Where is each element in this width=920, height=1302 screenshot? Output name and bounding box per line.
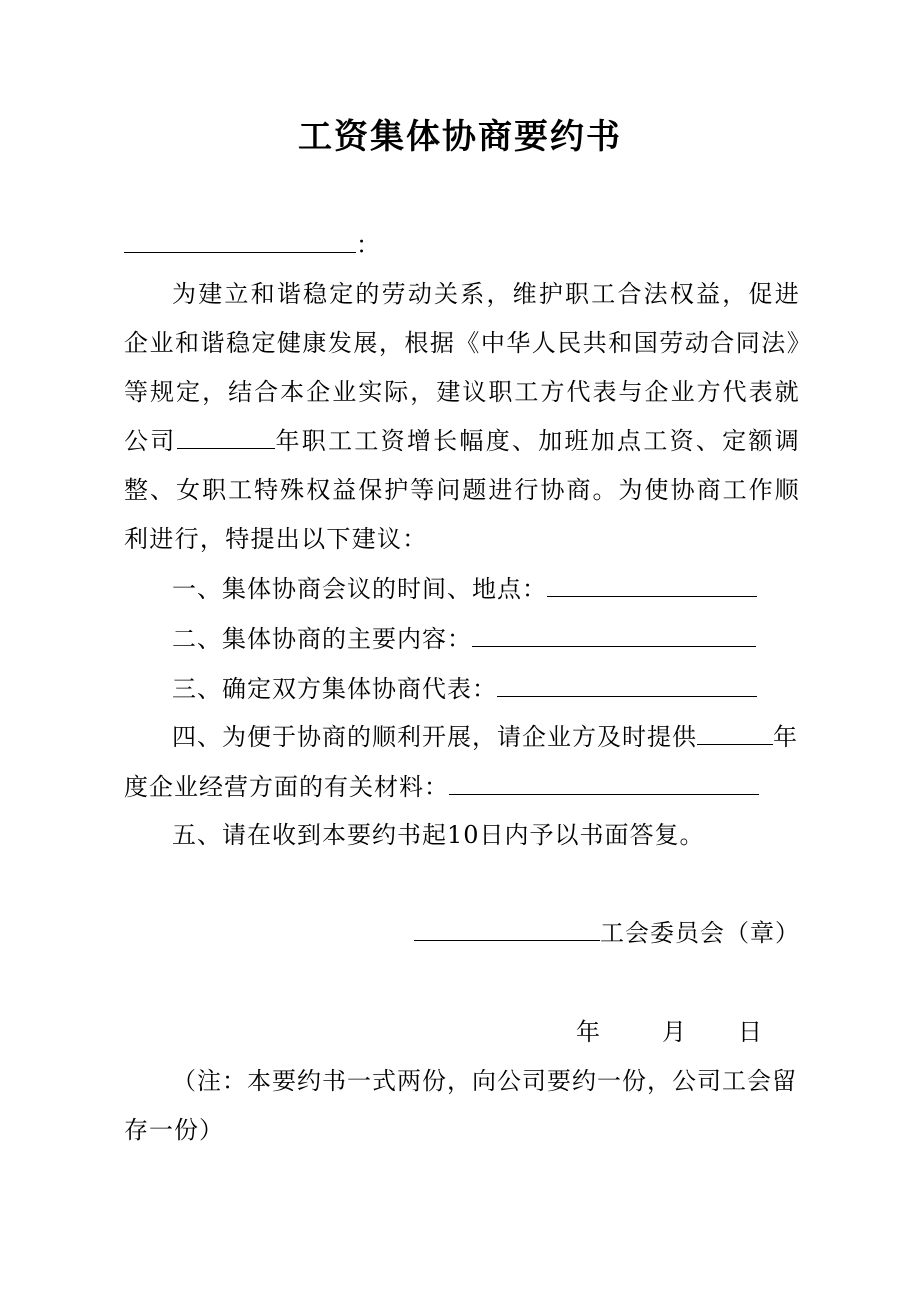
date-day: 日 bbox=[738, 1018, 762, 1046]
item-2-blank[interactable] bbox=[472, 620, 756, 647]
year-blank[interactable] bbox=[177, 424, 275, 449]
addressee-colon: ： bbox=[356, 231, 380, 259]
date-month: 月 bbox=[662, 1018, 686, 1046]
intro-text-2: 年职工工资增长幅度、加班加点工资、定额调整、女职工特殊权益保护等问题进行协商。为使协商工作顺利进行，特提出以下建议： bbox=[124, 427, 800, 553]
item-3 bbox=[172, 670, 757, 707]
item-4-materials-blank[interactable] bbox=[449, 768, 759, 795]
item-5 bbox=[172, 817, 705, 853]
item-4-text-b: 年 bbox=[773, 723, 798, 751]
item-4-continued bbox=[124, 768, 759, 805]
signature-line bbox=[414, 914, 800, 951]
item-5-text: 五、请在收到本要约书起10日内予以书面答复。 bbox=[172, 821, 705, 849]
item-2 bbox=[172, 620, 756, 657]
intro-text-1: 为建立和谐稳定的劳动关系，维护职工合法权益，促进企业和谐稳定健康发展，根据《中华人民共和国劳动合同法》等规定，结合本企业实际，建议职工方代表与企业方代表就公司 bbox=[124, 280, 800, 455]
signature-text: 工会委员会（章） bbox=[600, 919, 800, 947]
addressee-line bbox=[124, 226, 380, 263]
item-4-text-c: 度企业经营方面的有关材料： bbox=[124, 773, 449, 801]
item-4 bbox=[172, 718, 798, 755]
item-1 bbox=[172, 570, 757, 607]
item-2-text: 二、集体协商的主要内容： bbox=[172, 625, 472, 653]
note-line-2: 存一份） bbox=[124, 1116, 224, 1144]
item-1-text: 一、集体协商会议的时间、地点： bbox=[172, 575, 547, 603]
item-4-text-a: 四、为便于协商的顺利开展，请企业方及时提供 bbox=[172, 723, 697, 751]
date-year: 年 bbox=[576, 1018, 600, 1046]
item-4-year-blank[interactable] bbox=[697, 718, 773, 745]
union-name-blank[interactable] bbox=[414, 914, 600, 941]
item-3-text: 三、确定双方集体协商代表： bbox=[172, 675, 497, 703]
addressee-blank[interactable] bbox=[124, 226, 356, 253]
document-title: 工资集体协商要约书 bbox=[298, 117, 622, 157]
item-3-blank[interactable] bbox=[497, 670, 757, 697]
intro-paragraph bbox=[124, 270, 800, 564]
note-line-1: （注：本要约书一式两份，向公司要约一份，公司工会留 bbox=[172, 1067, 797, 1095]
item-1-blank[interactable] bbox=[547, 570, 757, 597]
